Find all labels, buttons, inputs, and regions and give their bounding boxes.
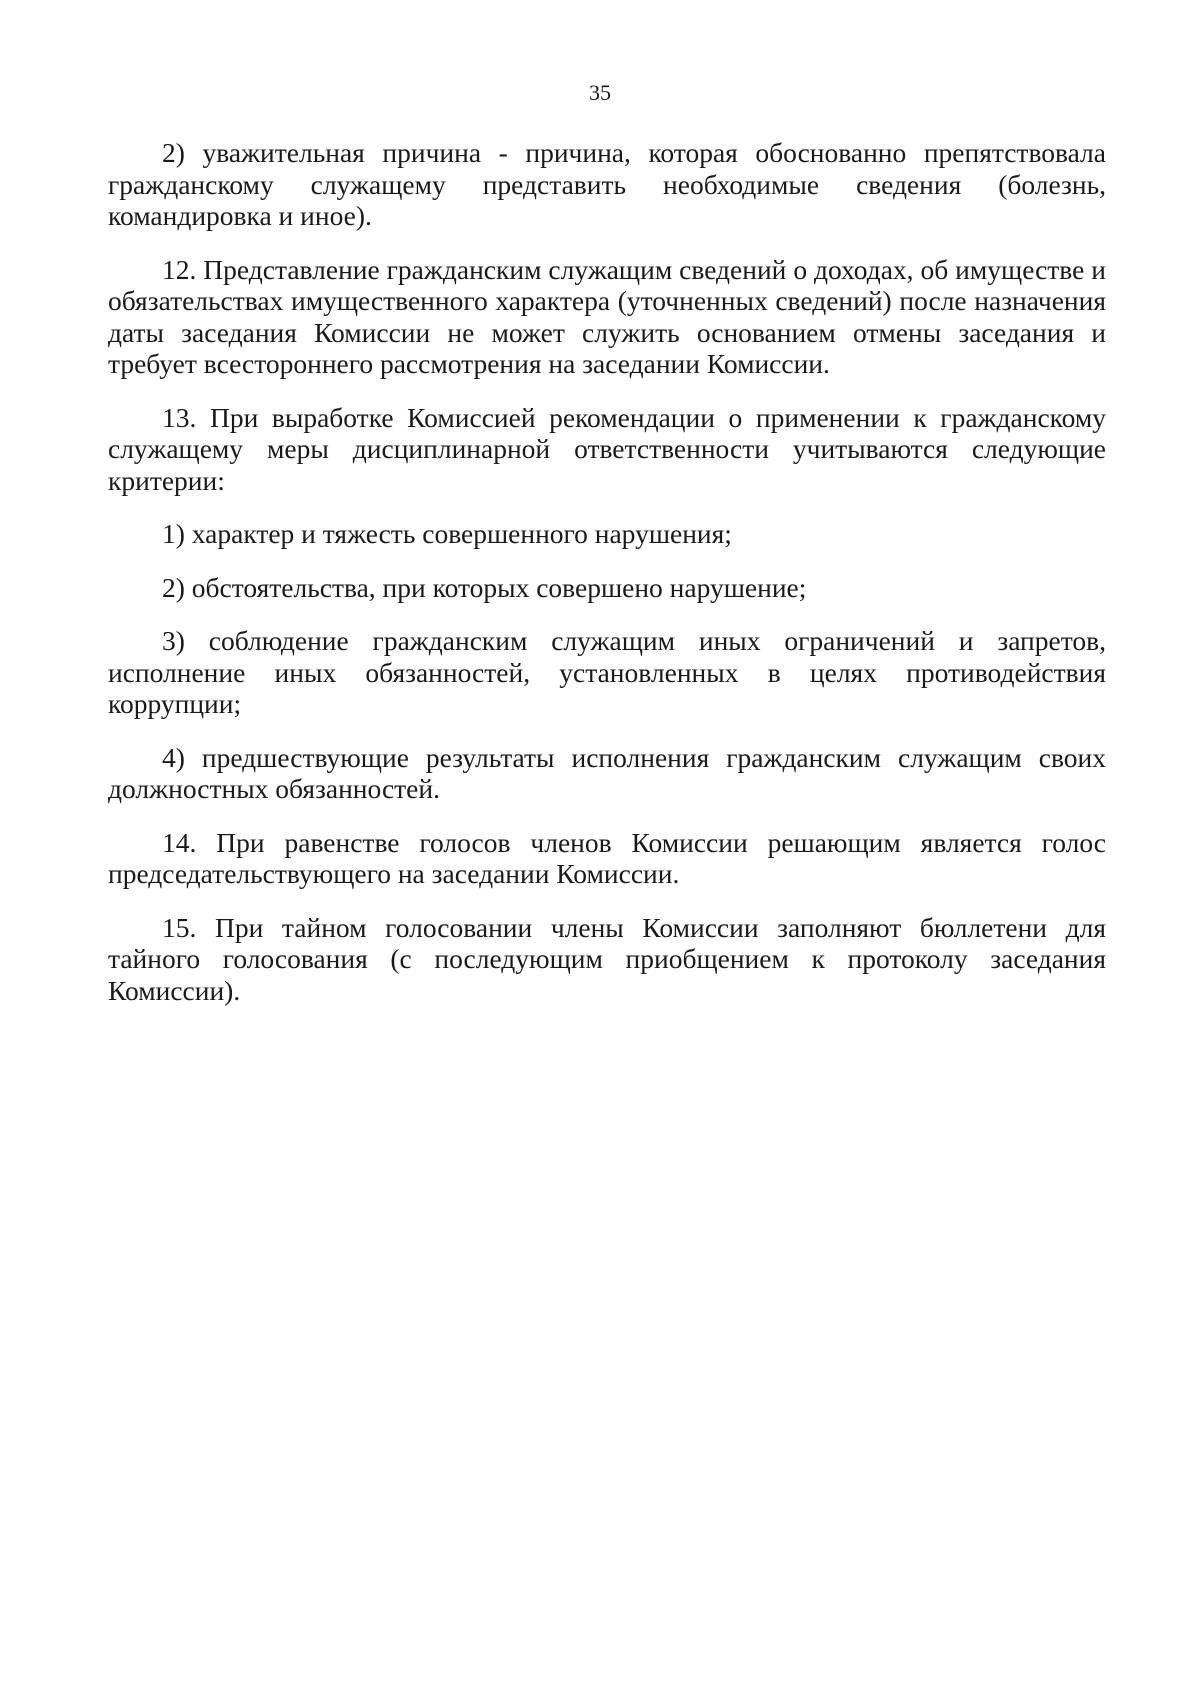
paragraph-14: 14. При равенстве голосов членов Комиссии решающим является голос председательствующего на заседании Комиссии. — [108, 826, 1106, 889]
criterion-2: 2) обстоятельства, при которых совершено нарушение; — [162, 571, 807, 603]
paragraph-15: 15. При тайном голосовании члены Комиссии заполняют бюллетени для тайного голосования (с последующим приобщением к протоколу заседания Комиссии). — [108, 911, 1106, 1006]
criterion-4: 4) предшествующие результаты исполнения гражданским служащим своих должностных обязанностей. — [108, 741, 1106, 804]
paragraph-good-reason: 2) уважительная причина - причина, которая обоснованно препятствовала гражданскому служащему представить необходимые сведения (болезнь, командировка и иное). — [108, 137, 1106, 231]
document-body — [108, 137, 1106, 1028]
criterion-1: 1) характер и тяжесть совершенного нарушения; — [162, 518, 732, 549]
paragraph-12: 12. Представление гражданским служащим сведений о доходах, об имуществе и обязательствах имущественного характера (уточненных сведений) после назначения даты заседания Комиссии не может служить основанием отмены заседания и требует всестороннего рассмотрения на заседании Комиссии. — [108, 253, 1106, 379]
page-number: 35 — [589, 80, 611, 105]
criterion-3: 3) соблюдение гражданским служащим иных ограничений и запретов, исполнение иных обязанностей, установленных в целях противодействия коррупции; — [108, 625, 1106, 719]
paragraph-13: 13. При выработке Комиссией рекомендации о применении к гражданскому служащему меры дисциплинарной ответственности учитываются следующие критерии: — [108, 401, 1106, 496]
